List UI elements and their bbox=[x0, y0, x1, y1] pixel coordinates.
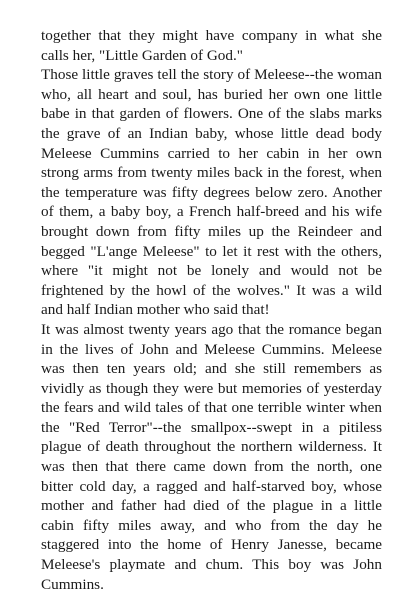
paragraph-little-graves: Those little graves tell the story of Meleese--the woman who, all heart and soul, has buried her own one little babe in that garden of flowers. One of the slabs marks the grave of an Indian baby, whose little dead body Meleese Cummins carried to her cabin in her own strong arms from twenty miles back in the forest, when the temperature was fifty degrees below zero. Another of them, a baby boy, a French half-breed and his wife brought down from fifty miles up the Reindeer and begged "L'ange Meleese" to let it rest with the others, where "it might not be lonely and would not be frightened by the howl of the wolves." It was a wild and half Indian mother who said that! bbox=[41, 66, 382, 319]
paragraph-continuation: together that they might have company in what she calls her, "Little Garden of God." bbox=[41, 27, 382, 64]
paragraph-romance: It was almost twenty years ago that the romance began in the lives of John and Meleese Cummins. Meleese was then ten years old; and she still remembers as vividly as though they were but memories of yesterday the fears and wild tales of that one terrible winter when the "Red Terror"--the smallpox--swept in a pitiless plague of death throughout the northern wilderness. It was then that there came down from the north, one bitter cold day, a ragged and half-starved boy, whose mother and father had died of the plague in a little cabin fifty miles away, and who from the day he staggered into the home of Henry Janesse, became Meleese's playmate and chum. This boy was John Cummins. bbox=[41, 320, 382, 593]
book-page bbox=[41, 26, 382, 594]
